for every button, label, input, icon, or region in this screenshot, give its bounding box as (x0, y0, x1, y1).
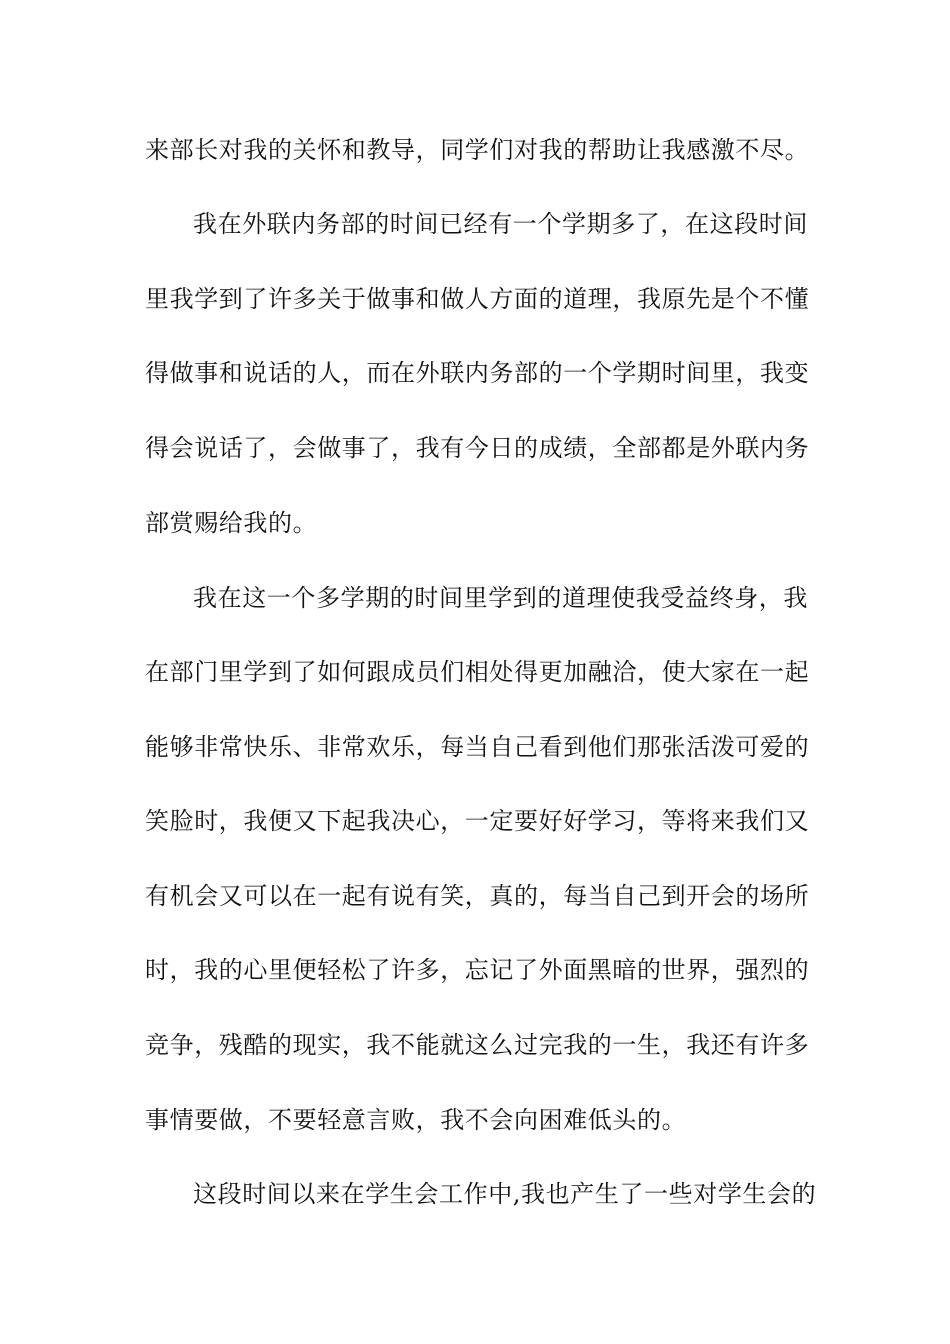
text-line: 得会说话了，会做事了，我有今日的成绩，全部都是外联内务 (145, 434, 810, 462)
text-line: 有机会又可以在一起有说有笑，真的，每当自己到开会的场所 (145, 882, 810, 910)
text-line: 在部门里学到了如何跟成员们相处得更加融洽，使大家在一起 (145, 658, 810, 686)
text-line: 得做事和说话的人，而在外联内务部的一个学期时间里，我变 (145, 359, 810, 387)
text-line: 竞争，残酷的现实，我不能就这么过完我的一生，我还有许多 (145, 1031, 810, 1059)
text-line: 能够非常快乐、非常欢乐，每当自己看到他们那张活泼可爱的 (145, 733, 810, 761)
text-line: 部赏赐给我的。 (145, 509, 318, 537)
paragraph-first-line: 我在外联内务部的时间已经有一个学期多了，在这段时间 (193, 210, 808, 238)
text-line: 来部长对我的关怀和教导，同学们对我的帮助让我感激不尽。 (145, 136, 810, 164)
paragraph-first-line: 我在这一个多学期的时间里学到的道理使我受益终身，我 (193, 584, 808, 612)
text-line: 时，我的心里便轻松了许多，忘记了外面黑暗的世界，强烈的 (145, 956, 810, 984)
text-line: 事情要做，不要轻意言败，我不会向困难低头的。 (145, 1106, 687, 1134)
text-line: 笑脸时，我便又下起我决心，一定要好好学习，等将来我们又 (145, 807, 810, 835)
text-line: 里我学到了许多关于做事和做人方面的道理，我原先是个不懂 (145, 285, 810, 313)
paragraph-first-line: 这段时间以来在学生会工作中,我也产生了一些对学生会的 (193, 1180, 817, 1208)
